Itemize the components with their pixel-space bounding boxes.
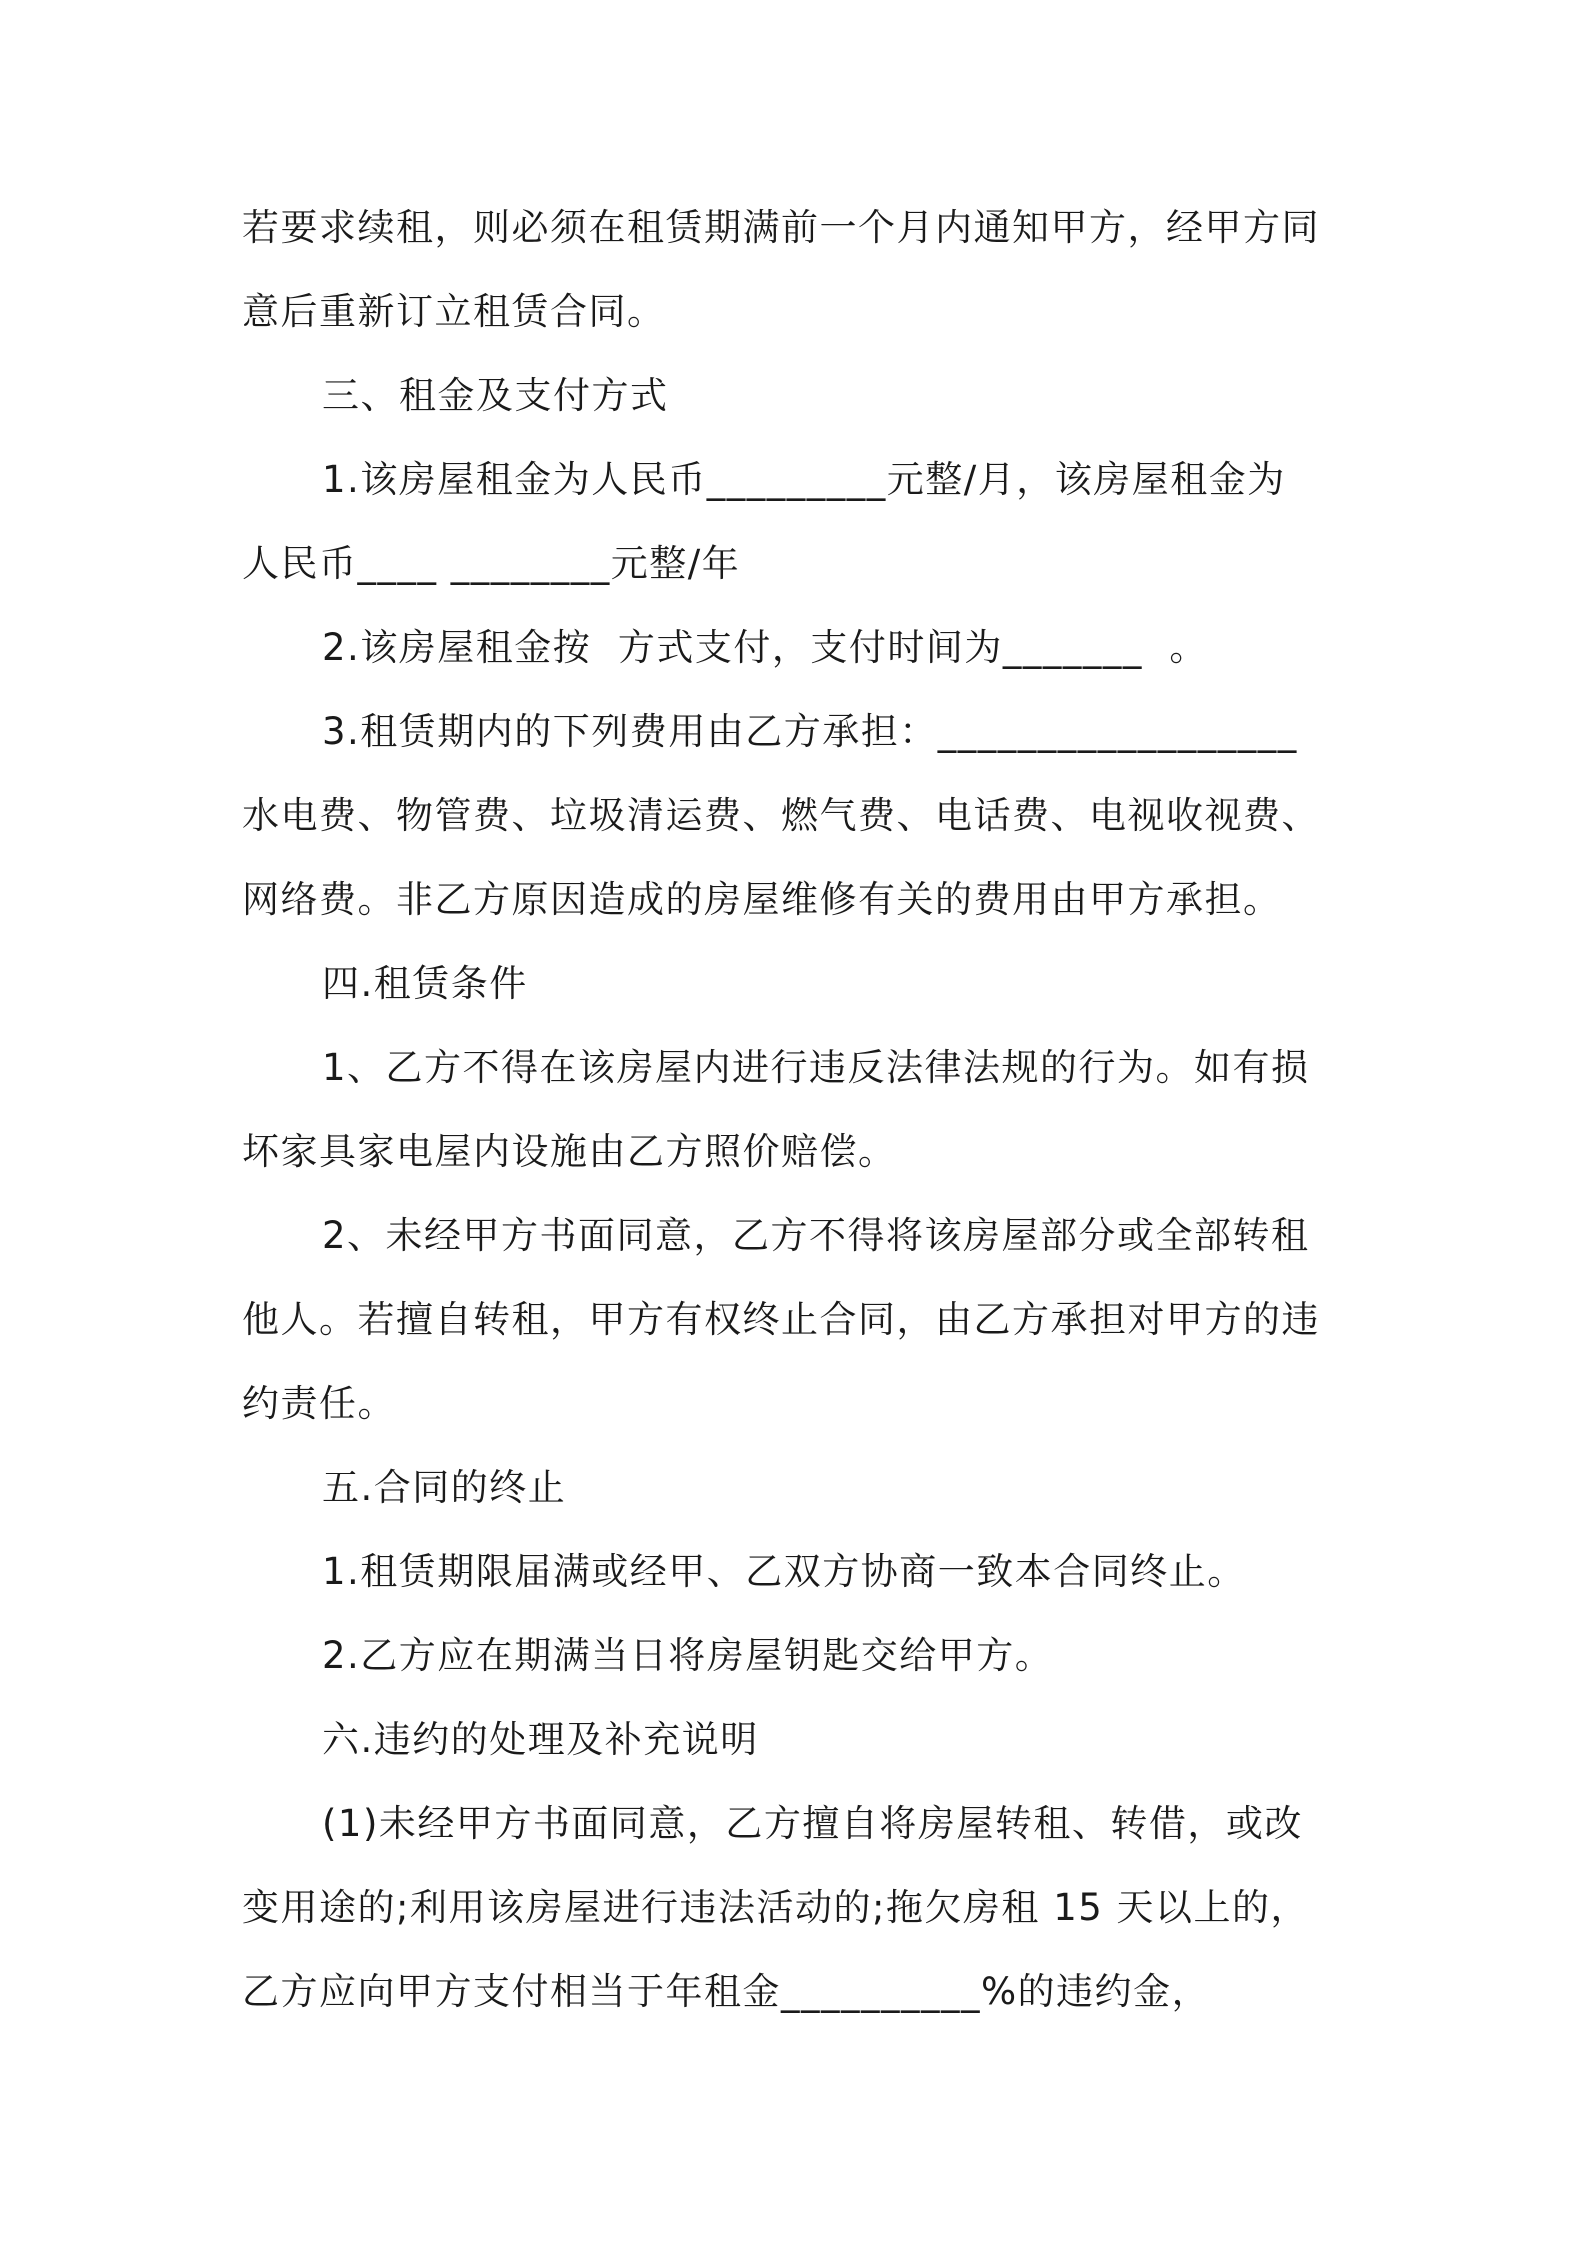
text-line: 2.乙方应在期满当日将房屋钥匙交给甲方。 — [322, 1634, 1054, 1677]
text-line: 人民币____ ________元整/年 — [242, 542, 741, 585]
section-heading: 六.违约的处理及补充说明 — [322, 1718, 759, 1761]
text-line: 1、乙方不得在该房屋内进行违反法律法规的行为。如有损 — [322, 1046, 1310, 1089]
text-line: 乙方应向甲方支付相当于年租金__________%的违约金， — [242, 1970, 1211, 2013]
text-line: 水电费、物管费、垃圾清运费、燃气费、电话费、电视收视费、 — [242, 794, 1320, 837]
text-line: 他人。若擅自转租，甲方有权终止合同，由乙方承担对甲方的违 — [242, 1298, 1320, 1341]
text-line: 2、未经甲方书面同意，乙方不得将该房屋部分或全部转租 — [322, 1214, 1310, 1257]
section-heading: 四.租赁条件 — [322, 962, 528, 1005]
text-line: 约责任。 — [242, 1382, 396, 1425]
text-line: 意后重新订立租赁合同。 — [242, 290, 666, 333]
section-heading: 三、租金及支付方式 — [322, 374, 669, 417]
text-line: 2.该房屋租金按 方式支付，支付时间为_______ 。 — [322, 626, 1208, 669]
text-line: 若要求续租，则必须在租赁期满前一个月内通知甲方，经甲方同 — [242, 206, 1320, 249]
text-line: 网络费。非乙方原因造成的房屋维修有关的费用由甲方承担。 — [242, 878, 1282, 921]
text-line: 1.该房屋租金为人民币_________元整/月，该房屋租金为 — [322, 458, 1286, 501]
text-line: 坏家具家电屋内设施由乙方照价赔偿。 — [242, 1130, 897, 1173]
section-heading: 五.合同的终止 — [322, 1466, 567, 1509]
text-line: (1)未经甲方书面同意，乙方擅自将房屋转租、转借，或改 — [322, 1802, 1303, 1845]
text-line: 3.租赁期内的下列费用由乙方承担：__________________ — [322, 710, 1298, 753]
text-line: 1.租赁期限届满或经甲、乙双方协商一致本合同终止。 — [322, 1550, 1246, 1593]
text-line: 变用途的;利用该房屋进行违法活动的;拖欠房租 15 天以上的， — [242, 1886, 1310, 1929]
